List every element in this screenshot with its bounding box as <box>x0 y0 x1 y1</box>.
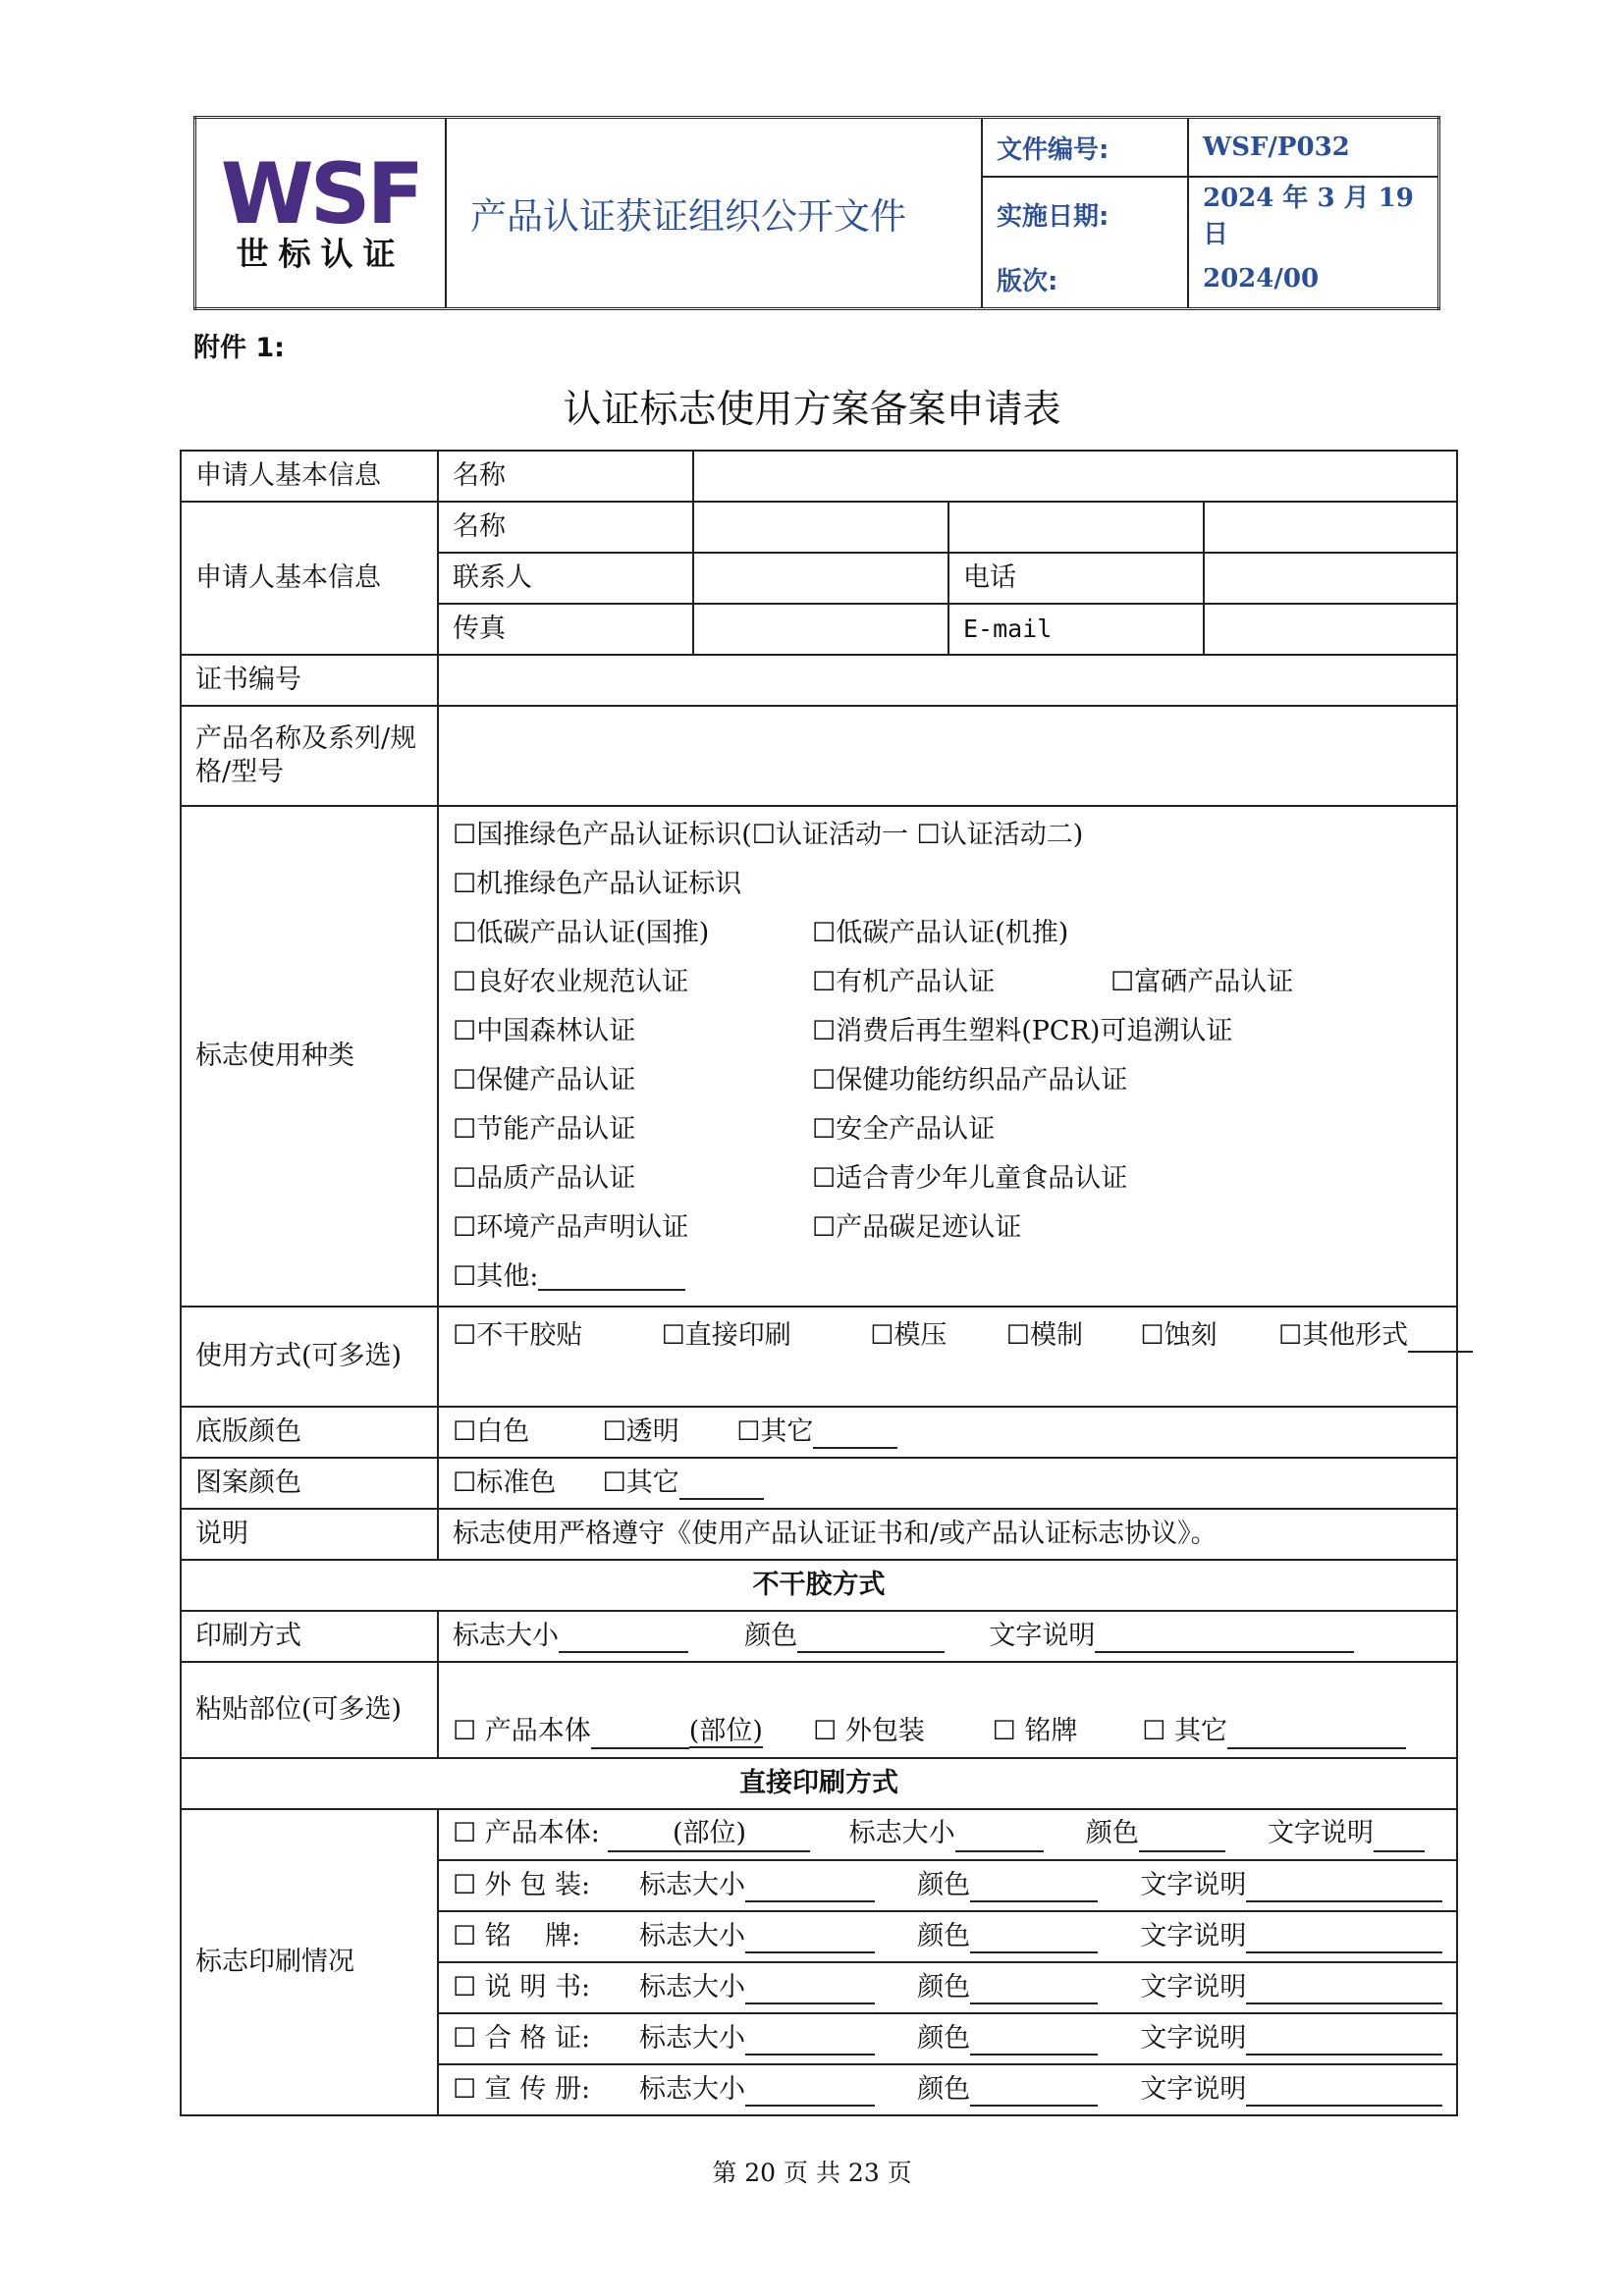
paste-body-blank[interactable] <box>591 1722 689 1749</box>
color-label: 颜色 <box>917 1972 971 2003</box>
color-label: 颜色 <box>917 2023 971 2055</box>
usage-options <box>438 1307 1457 1407</box>
text-blank[interactable] <box>1246 1875 1442 1902</box>
applicant-label-1: 申请人基本信息 <box>181 451 438 502</box>
direct-section-title: 直接印刷方式 <box>181 1758 1457 1809</box>
mark-row-2[interactable] <box>453 860 1442 909</box>
usage-option[interactable]: ☐模制 <box>1005 1320 1083 1351</box>
form-title: 认证标志使用方案备案申请表 <box>563 388 1061 432</box>
name-field-3[interactable] <box>1204 502 1457 553</box>
direct-row-manual <box>438 1962 1457 2013</box>
mark-row-5 <box>453 1007 1442 1056</box>
mark-row-7 <box>453 1105 1442 1154</box>
print-method-fields <box>438 1611 1457 1662</box>
paste-outer-option[interactable]: ☐ 外包装 <box>813 1716 925 1747</box>
logo-wsf-text: WSF <box>220 145 421 243</box>
mark-other-option[interactable]: ☐其他: <box>453 1261 539 1293</box>
mark-option[interactable]: ☐品质产品认证 <box>453 1163 636 1195</box>
mark-option[interactable]: ☐低碳产品认证(机推) <box>812 918 1069 949</box>
base-color-label: 底版颜色 <box>181 1407 438 1458</box>
size-label: 标志大小 <box>639 2023 745 2055</box>
direct-item-option[interactable]: ☐ 合 格 证: <box>453 2023 591 2055</box>
mark-row-other <box>453 1253 1442 1302</box>
color-label: 颜色 <box>1085 1818 1139 1849</box>
contact-label: 联系人 <box>438 553 693 604</box>
mark-option[interactable]: ☐低碳产品认证(国推) <box>453 918 710 949</box>
mark-other-blank[interactable] <box>538 1263 685 1291</box>
mark-option[interactable]: ☐产品碳足迹认证 <box>812 1212 1022 1244</box>
mark-row-9 <box>453 1203 1442 1253</box>
document-header <box>193 116 1440 310</box>
size-label: 标志大小 <box>453 1621 559 1652</box>
base-color-option[interactable]: ☐白色 <box>453 1416 530 1448</box>
paste-fields <box>438 1662 1457 1758</box>
direct-item-option[interactable]: ☐ 宣 传 册: <box>453 2074 591 2106</box>
mark-option[interactable]: ☐良好农业规范认证 <box>453 967 689 998</box>
base-color-blank[interactable] <box>813 1421 897 1449</box>
usage-option[interactable]: ☐直接印刷 <box>661 1320 791 1351</box>
size-label: 标志大小 <box>639 2074 745 2106</box>
usage-option[interactable]: ☐不干胶贴 <box>453 1320 583 1351</box>
paste-other-blank[interactable] <box>1227 1722 1406 1749</box>
email-label: E-mail <box>948 604 1204 655</box>
paste-plate-option[interactable]: ☐ 铭牌 <box>992 1716 1078 1747</box>
color-label: 颜色 <box>744 1621 798 1652</box>
application-form <box>180 450 1458 2116</box>
mark-option[interactable]: ☐保健产品认证 <box>453 1065 636 1096</box>
direct-row-plate <box>438 1911 1457 1962</box>
size-label: 标志大小 <box>639 1972 745 2003</box>
email-field[interactable] <box>1204 604 1457 655</box>
size-label: 标志大小 <box>639 1921 745 1952</box>
version-value: 2024/00 <box>1188 250 1439 309</box>
mark-option[interactable]: ☐中国森林认证 <box>453 1016 636 1047</box>
color-blank[interactable] <box>1139 1825 1225 1852</box>
color-label: 颜色 <box>917 1921 971 1952</box>
direct-item-option[interactable]: ☐ 说 明 书: <box>453 1972 591 2003</box>
color-blank[interactable] <box>970 1977 1098 2004</box>
base-color-option[interactable]: ☐透明 <box>602 1416 679 1448</box>
direct-position[interactable]: (部位) <box>608 1817 810 1852</box>
mark-option[interactable]: ☐消费后再生塑料(PCR)可追溯认证 <box>812 1016 1233 1047</box>
size-blank[interactable] <box>955 1825 1044 1852</box>
doc-no-label: 文件编号: <box>982 118 1188 178</box>
mark-option[interactable]: ☐节能产品认证 <box>453 1114 636 1146</box>
mark-option[interactable]: ☐有机产品认证 <box>812 967 996 998</box>
product-field[interactable] <box>438 706 1457 806</box>
size-blank[interactable] <box>745 2028 875 2056</box>
paste-body-option[interactable]: ☐ 产品本体 <box>453 1716 591 1747</box>
color-blank[interactable] <box>970 1875 1098 1902</box>
applicant-label-2: 申请人基本信息 <box>181 502 438 655</box>
mark-option[interactable]: ☐保健功能纺织品产品认证 <box>812 1065 1128 1096</box>
header-title: 产品认证获证组织公开文件 <box>446 118 982 309</box>
size-blank[interactable] <box>559 1626 688 1653</box>
direct-item-option[interactable]: ☐ 铭 牌: <box>453 1921 581 1952</box>
size-label: 标志大小 <box>848 1818 955 1849</box>
mark-row-8 <box>453 1154 1442 1203</box>
note-text: 标志使用严格遵守《使用产品认证证书和/或产品认证标志协议》。 <box>438 1509 1457 1560</box>
color-blank[interactable] <box>797 1626 945 1653</box>
adhesive-section-title: 不干胶方式 <box>181 1560 1457 1611</box>
product-label: 产品名称及系列/规格/型号 <box>181 706 438 806</box>
mark-option[interactable]: ☐国推绿色产品认证标识(☐认证活动一 ☐认证活动二) <box>453 820 1084 851</box>
mark-row-4 <box>453 958 1442 1007</box>
cert-no-label: 证书编号 <box>181 655 438 706</box>
paste-position: (部位) <box>688 1716 763 1747</box>
mark-row-3 <box>453 909 1442 958</box>
color-blank[interactable] <box>970 2079 1098 2107</box>
contact-field[interactable] <box>693 553 948 604</box>
applicant-name-label: 名称 <box>438 451 693 502</box>
text-label: 文字说明 <box>1268 1818 1375 1849</box>
text-blank[interactable] <box>1246 1926 1442 1953</box>
attachment-label: 附件 1: <box>193 333 285 363</box>
pattern-color-blank[interactable] <box>679 1472 764 1500</box>
name-field-2[interactable] <box>948 502 1204 553</box>
direct-row-body <box>438 1809 1457 1860</box>
fax-field[interactable] <box>693 604 948 655</box>
date-value: 2024 年 3 月 19 日 <box>1188 177 1439 250</box>
usage-label: 使用方式(可多选) <box>181 1307 438 1407</box>
size-blank[interactable] <box>745 1926 875 1953</box>
page-footer: 第 20 页 共 23 页 <box>712 2159 912 2187</box>
base-color-options <box>438 1407 1457 1458</box>
size-blank[interactable] <box>745 1875 875 1902</box>
name-field-1[interactable] <box>693 502 948 553</box>
color-label: 颜色 <box>917 2074 971 2106</box>
print-method-label: 印刷方式 <box>181 1611 438 1662</box>
mark-row-6 <box>453 1056 1442 1105</box>
paste-label: 粘贴部位(可多选) <box>181 1662 438 1758</box>
phone-field[interactable] <box>1204 553 1457 604</box>
text-label: 文字说明 <box>989 1621 1096 1652</box>
mark-option[interactable]: ☐适合青少年儿童食品认证 <box>812 1163 1128 1195</box>
pattern-color-option[interactable]: ☐标准色 <box>453 1468 557 1499</box>
text-blank[interactable] <box>1095 1626 1354 1653</box>
note-label: 说明 <box>181 1509 438 1560</box>
direct-item-option[interactable]: ☐ 外 包 装: <box>453 1870 591 1901</box>
applicant-name-field[interactable] <box>693 451 1457 502</box>
text-label: 文字说明 <box>1140 2023 1247 2055</box>
color-label: 颜色 <box>917 1870 971 1901</box>
mark-type-options <box>438 806 1457 1307</box>
size-blank[interactable] <box>745 1977 875 2004</box>
usage-option[interactable]: ☐蚀刻 <box>1140 1320 1218 1351</box>
fax-label: 传真 <box>438 604 693 655</box>
text-label: 文字说明 <box>1140 1921 1247 1952</box>
usage-option[interactable]: ☐模压 <box>870 1320 947 1351</box>
pattern-color-option[interactable]: ☐其它 <box>602 1468 679 1499</box>
text-blank[interactable] <box>1246 2028 1442 2056</box>
mark-option[interactable]: ☐机推绿色产品认证标识 <box>453 869 742 900</box>
name-label: 名称 <box>438 502 693 553</box>
print-status-label: 标志印刷情况 <box>181 1809 438 2115</box>
color-blank[interactable] <box>970 1926 1098 1953</box>
direct-row-brochure <box>438 2064 1457 2115</box>
logo <box>195 118 447 309</box>
color-blank[interactable] <box>970 2028 1098 2056</box>
text-blank[interactable] <box>1246 2079 1442 2107</box>
mark-row-1[interactable] <box>453 811 1442 860</box>
size-blank[interactable] <box>745 2079 875 2107</box>
usage-option[interactable]: ☐其他形式 <box>1277 1320 1409 1351</box>
text-label: 文字说明 <box>1140 2074 1247 2106</box>
cert-no-field[interactable] <box>438 655 1457 706</box>
direct-row-certificate <box>438 2013 1457 2064</box>
doc-no-value: WSF/P032 <box>1188 118 1439 178</box>
paste-other-option[interactable]: ☐ 其它 <box>1142 1716 1228 1747</box>
date-label: 实施日期: <box>982 177 1188 250</box>
pattern-color-options <box>438 1458 1457 1509</box>
mark-option[interactable]: ☐富硒产品认证 <box>1110 967 1294 998</box>
direct-row-outer <box>438 1860 1457 1911</box>
base-color-option[interactable]: ☐其它 <box>736 1416 814 1448</box>
text-label: 文字说明 <box>1140 1870 1247 1901</box>
phone-label: 电话 <box>948 553 1204 604</box>
text-blank[interactable] <box>1246 1977 1442 2004</box>
logo-cn-text: 世标认证 <box>236 235 406 273</box>
pattern-color-label: 图案颜色 <box>181 1458 438 1509</box>
text-blank[interactable] <box>1374 1825 1425 1852</box>
direct-body-option[interactable]: ☐ 产品本体: <box>453 1818 600 1849</box>
mark-type-label: 标志使用种类 <box>181 806 438 1307</box>
mark-option[interactable]: ☐环境产品声明认证 <box>453 1212 689 1244</box>
text-label: 文字说明 <box>1140 1972 1247 2003</box>
size-label: 标志大小 <box>639 1870 745 1901</box>
mark-option[interactable]: ☐安全产品认证 <box>812 1114 996 1146</box>
version-label: 版次: <box>982 250 1188 309</box>
usage-other-blank[interactable] <box>1408 1325 1473 1353</box>
